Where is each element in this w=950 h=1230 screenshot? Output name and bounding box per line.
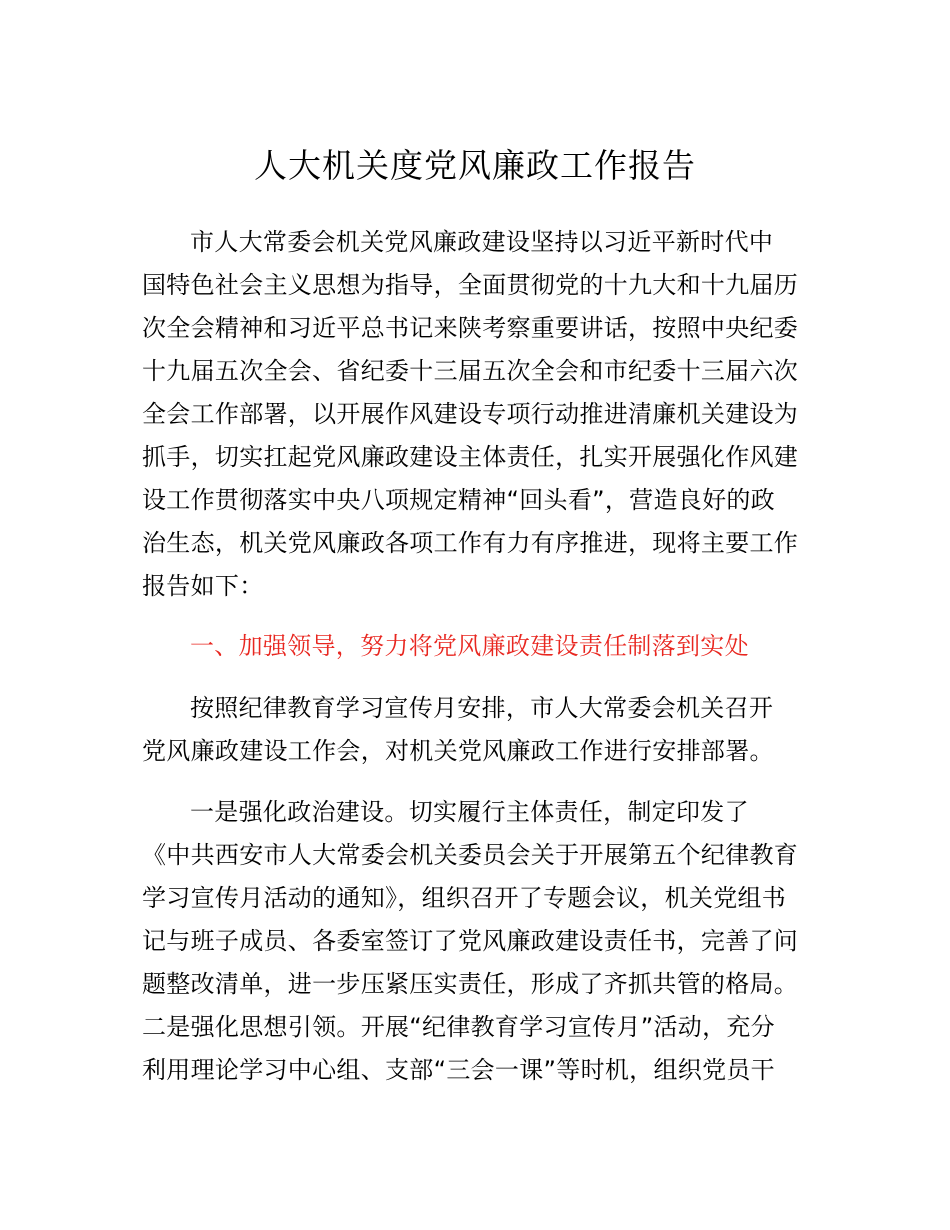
- intro-line-5: 全会工作部署，以开展作风建设专项行动推进清廉机关建设为: [142, 400, 799, 428]
- intro-line-1: 市人大常委会机关党风廉政建设坚持以习近平新时代中: [190, 228, 774, 256]
- section1-para2-line-6: 二是强化思想引领。开展“纪律教育学习宣传月”活动，充分: [142, 1013, 775, 1041]
- intro-line-2: 国特色社会主义思想为指导，全面贯彻党的十九大和十九届历: [142, 271, 799, 299]
- section1-para2-line-1: 一是强化政治建设。切实履行主体责任，制定印发了: [190, 798, 749, 826]
- section1-para2-line-2: 《中共西安市人大常委会机关委员会关于开展第五个纪律教育: [142, 841, 799, 869]
- section1-para1-line-1: 按照纪律教育学习宣传月安排，市人大常委会机关召开: [190, 694, 774, 722]
- intro-line-4: 十九届五次全会、省纪委十三届五次全会和市纪委十三届六次: [142, 357, 799, 385]
- intro-line-8: 治生态，机关党风廉政各项工作有力有序推进，现将主要工作: [142, 529, 799, 557]
- section1-para2-line-4: 记与班子成员、各委室签订了党风廉政建设责任书，完善了问: [142, 927, 799, 955]
- page-title: 人大机关度党风廉政工作报告: [254, 146, 696, 185]
- section1-para1-line-2: 党风廉政建设工作会，对机关党风廉政工作进行安排部署。: [142, 737, 774, 765]
- section1-para2-line-3: 学习宣传月活动的通知》，组织召开了专题会议，机关党组书: [142, 884, 787, 912]
- intro-line-6: 抓手，切实扛起党风廉政建设主体责任，扎实开展强化作风建: [142, 443, 799, 471]
- intro-line-3: 次全会精神和习近平总书记来陕考察重要讲话，按照中央纪委: [142, 314, 799, 342]
- intro-line-9: 报告如下：: [142, 572, 264, 600]
- section1-para2-line-7: 利用理论学习中心组、支部“三会一课”等时机，组织党员干: [142, 1056, 775, 1084]
- section-heading-1: 一、加强领导，努力将党风廉政建设责任制落到实处: [190, 632, 749, 660]
- intro-line-7: 设工作贯彻落实中央八项规定精神“回头看”，营造良好的政: [142, 486, 775, 514]
- section1-para2-line-5: 题整改清单，进一步压紧压实责任，形成了齐抓共管的格局。: [142, 970, 799, 998]
